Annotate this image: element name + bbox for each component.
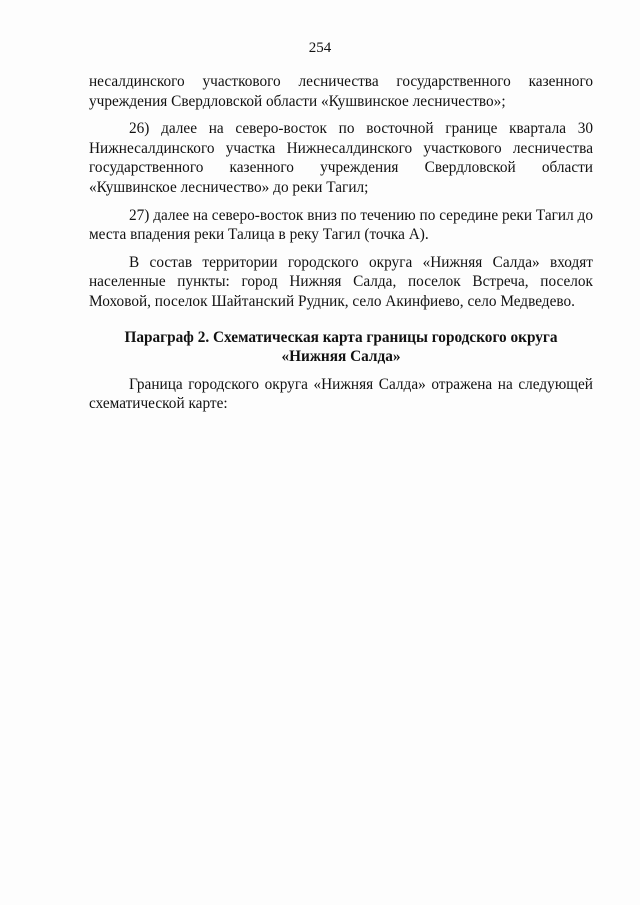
- section-heading-line2: «Нижняя Салда»: [281, 348, 401, 366]
- paragraph-settlements: В состав территории городского округа «Нижняя Салда» входят населенные пункты: город Нижняя Салда, поселок Встреча, поселок Моховой, поселок Шайтанский Рудник, село Акинфиево, село Медведево.: [89, 253, 593, 310]
- paragraph-27: 27) далее на северо-восток вниз по течению по середине реки Тагил до места впадения реки Талица в реку Тагил (точка А).: [89, 206, 593, 244]
- document-body: [89, 72, 593, 422]
- paragraph-continuation: несалдинского участкового лесничества государственного казенного учреждения Свердловской области «Кушвинское лесничество»;: [89, 73, 593, 110]
- page-number: 254: [308, 40, 332, 56]
- section-heading: [89, 328, 593, 367]
- paragraph-26: 26) далее на северо-восток по восточной границе квартала 30 Нижнесалдинского участка Нижнесалдинского участкового лесничества государственного казенного учреждения Свердловской области «Кушвинское лесничество» до реки Тагил;: [89, 120, 593, 196]
- section-heading-line1: Параграф 2. Схематическая карта границы городского округа: [124, 328, 558, 346]
- paragraph-map-intro: Граница городского округа «Нижняя Салда» отражена на следующей схематической карте:: [89, 375, 593, 413]
